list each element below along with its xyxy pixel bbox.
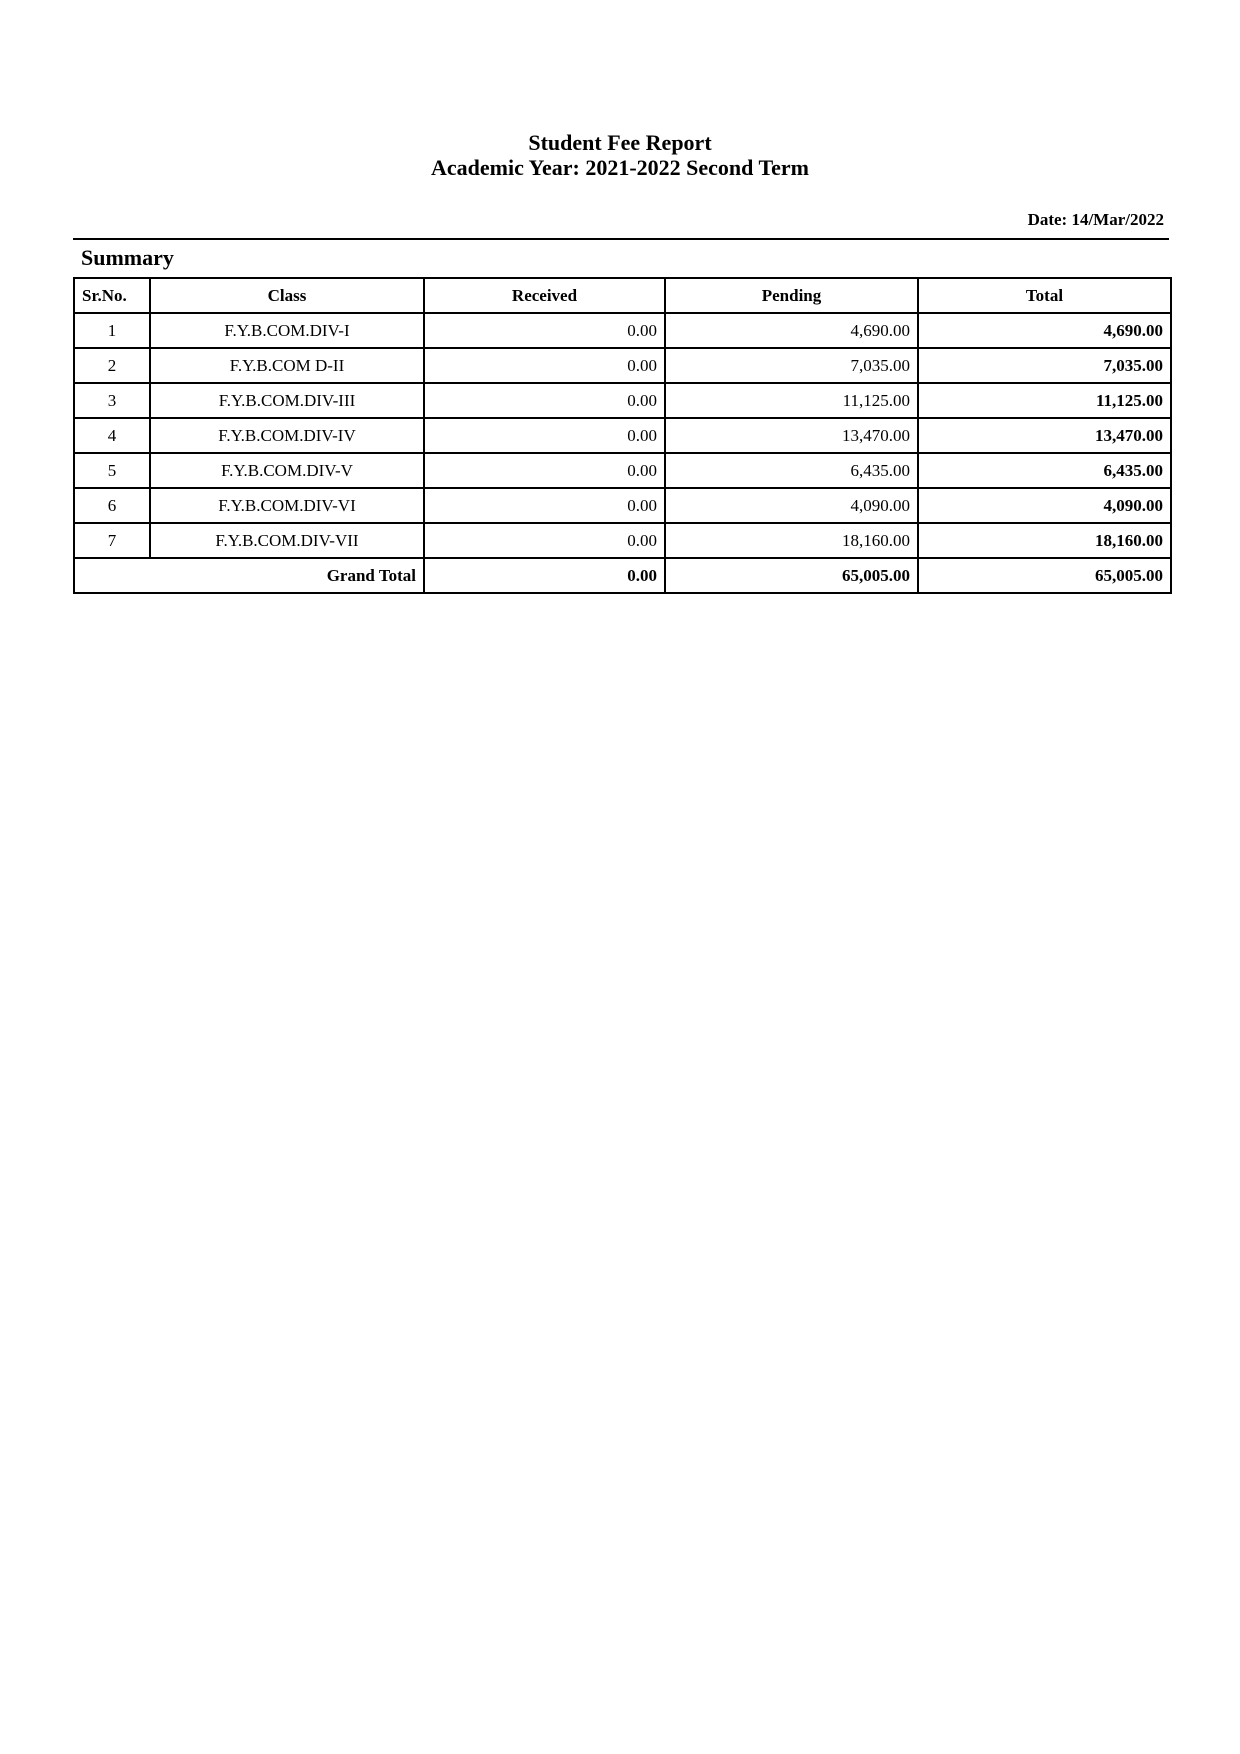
report-date: Date: 14/Mar/2022 xyxy=(1027,210,1164,229)
grand-total-label: Grand Total xyxy=(74,558,424,593)
report-subtitle: Academic Year: 2021-2022 Second Term xyxy=(430,155,810,180)
grand-total-pending: 65,005.00 xyxy=(665,558,918,593)
cell-total: 4,090.00 xyxy=(918,488,1171,523)
cell-pending: 13,470.00 xyxy=(665,418,918,453)
cell-class: F.Y.B.COM.DIV-VI xyxy=(150,488,424,523)
cell-pending: 7,035.00 xyxy=(665,348,918,383)
table-header-row xyxy=(74,278,1171,313)
cell-pending: 4,690.00 xyxy=(665,313,918,348)
header-divider xyxy=(73,238,1169,240)
fee-summary-table xyxy=(73,277,1172,594)
cell-total: 7,035.00 xyxy=(918,348,1171,383)
cell-total: 18,160.00 xyxy=(918,523,1171,558)
table-row xyxy=(74,383,1171,418)
cell-received: 0.00 xyxy=(424,523,665,558)
cell-sr-no: 1 xyxy=(74,313,150,348)
cell-pending: 11,125.00 xyxy=(665,383,918,418)
cell-class: F.Y.B.COM.DIV-III xyxy=(150,383,424,418)
cell-pending: 18,160.00 xyxy=(665,523,918,558)
cell-received: 0.00 xyxy=(424,313,665,348)
cell-sr-no: 4 xyxy=(74,418,150,453)
cell-received: 0.00 xyxy=(424,453,665,488)
cell-sr-no: 3 xyxy=(74,383,150,418)
table-row xyxy=(74,453,1171,488)
cell-total: 6,435.00 xyxy=(918,453,1171,488)
cell-pending: 6,435.00 xyxy=(665,453,918,488)
section-title-summary: Summary xyxy=(81,245,174,270)
cell-class: F.Y.B.COM.DIV-I xyxy=(150,313,424,348)
table-row xyxy=(74,523,1171,558)
header-pending: Pending xyxy=(665,278,918,313)
cell-sr-no: 5 xyxy=(74,453,150,488)
report-title: Student Fee Report xyxy=(528,130,712,155)
cell-total: 11,125.00 xyxy=(918,383,1171,418)
grand-total-row xyxy=(74,558,1171,593)
cell-class: F.Y.B.COM D-II xyxy=(150,348,424,383)
cell-total: 13,470.00 xyxy=(918,418,1171,453)
cell-pending: 4,090.00 xyxy=(665,488,918,523)
table-row xyxy=(74,313,1171,348)
grand-total-total: 65,005.00 xyxy=(918,558,1171,593)
table-row xyxy=(74,418,1171,453)
cell-received: 0.00 xyxy=(424,348,665,383)
header-sr-no: Sr.No. xyxy=(74,278,150,313)
header-received: Received xyxy=(424,278,665,313)
grand-total-received: 0.00 xyxy=(424,558,665,593)
header-class: Class xyxy=(150,278,424,313)
cell-sr-no: 7 xyxy=(74,523,150,558)
cell-class: F.Y.B.COM.DIV-VII xyxy=(150,523,424,558)
cell-class: F.Y.B.COM.DIV-IV xyxy=(150,418,424,453)
cell-sr-no: 2 xyxy=(74,348,150,383)
cell-received: 0.00 xyxy=(424,418,665,453)
cell-received: 0.00 xyxy=(424,383,665,418)
cell-sr-no: 6 xyxy=(74,488,150,523)
table-row xyxy=(74,348,1171,383)
cell-total: 4,690.00 xyxy=(918,313,1171,348)
cell-class: F.Y.B.COM.DIV-V xyxy=(150,453,424,488)
table-row xyxy=(74,488,1171,523)
cell-received: 0.00 xyxy=(424,488,665,523)
header-total: Total xyxy=(918,278,1171,313)
